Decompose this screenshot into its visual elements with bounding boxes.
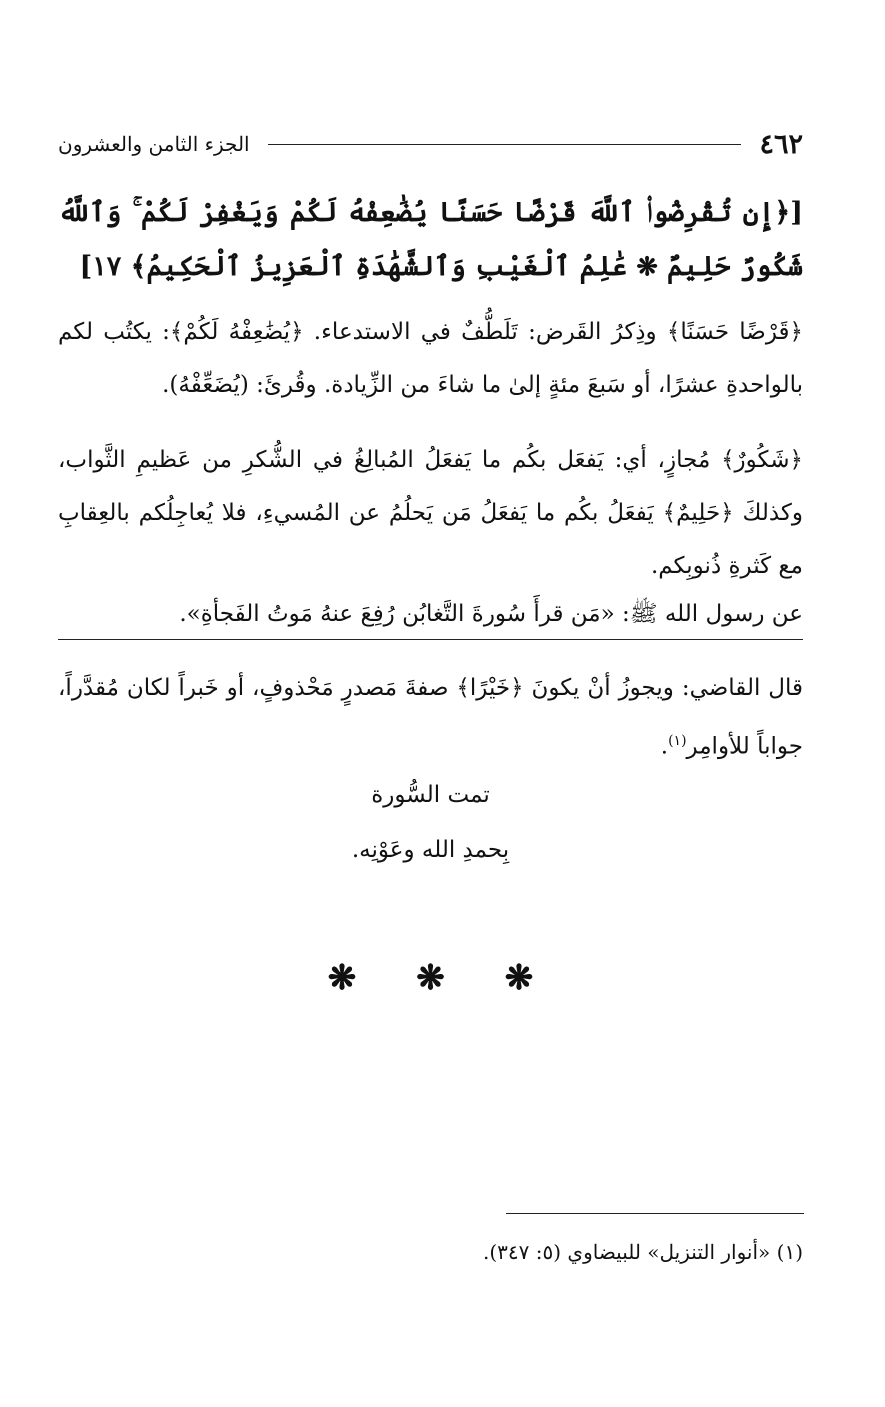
surah-end-praise: بِحمدِ الله وعَوْنِه. bbox=[351, 837, 510, 863]
commentary-paragraph-2: ﴿شَكُورٌ﴾ مُجازٍ، أي: يَفعَل بكُم ما يَفعَلُ المُبالِغُ في الشُّكرِ من عَظيمِ الثَّواب، وكذلكَ ﴿حَلِيمٌ﴾ يَفعَلُ بكُم ما يَفعَلُ مَن يَحلُمُ عن المُسيءِ، فلا يُعاجِلُكم بالعِقابِ مع كَثرةِ ذُنوبِكم. bbox=[58, 447, 803, 579]
asterism-icon: ❋ bbox=[327, 958, 357, 998]
commentary-paragraph-1: ﴿قَرْضًا حَسَنًا﴾ وذِكرُ القَرض: تَلَطُّفٌ في الاستدعاء. ﴿يُضَٰعِفْهُ لَكُمْ﴾: يكتُب لكم بالواحدةِ عشرًا، أو سَبعَ مئةٍ إلىٰ ما شاءَ من الزِّيادة. وقُرئَ: (يُضَعِّفْهُ). bbox=[58, 319, 803, 398]
quran-verse: [﴿إِن تُقْرِضُوا۟ ٱللَّهَ قَرْضًا حَسَنًا يُضَٰعِفْهُ لَكُمْ وَيَغْفِرْ لَكُمْ ۚ وَٱللَّهُ شَكُورٌ حَلِيمٌ ❋ عَٰلِمُ ٱلْغَيْبِ وَٱلشَّهَٰدَةِ ٱلْعَزِيزُ ٱلْحَكِيمُ﴾ ١٧] bbox=[58, 197, 803, 282]
header-rule bbox=[268, 144, 742, 145]
gloss-period: . bbox=[660, 733, 669, 760]
page-number: ٤٦٢ bbox=[759, 128, 803, 160]
gloss-text: قال القاضي: ويجوزُ أنْ يكونَ ﴿خَيْرًا﴾ صفةَ مَصدرٍ مَحْذوفٍ، أو خَبراً لكان مُقدَّراً، جواباً للأوامِر bbox=[58, 675, 803, 760]
ornament-separator bbox=[58, 958, 803, 998]
hadith-paragraph: عن رسول الله ﷺ: «مَن قرأَ سُورةَ التَّغابُن رُفِعَ عنهُ مَوتُ الفَجأةِ». bbox=[179, 601, 803, 627]
surah-end-line: تمت السُّورة bbox=[371, 782, 490, 808]
footnote-marker: (١) bbox=[668, 733, 687, 749]
section-divider bbox=[58, 639, 803, 640]
footnote-rule bbox=[506, 1213, 804, 1214]
asterism-icon: ❋ bbox=[416, 958, 445, 998]
gloss-paragraph bbox=[58, 662, 803, 774]
asterism-icon: ❋ bbox=[504, 958, 534, 998]
running-title: الجزء الثامن والعشرون bbox=[58, 132, 250, 156]
page-header bbox=[58, 124, 803, 164]
footnote: (١) «أنوار التنزيل» للبيضاوي (٥: ٣٤٧). bbox=[482, 1240, 803, 1264]
